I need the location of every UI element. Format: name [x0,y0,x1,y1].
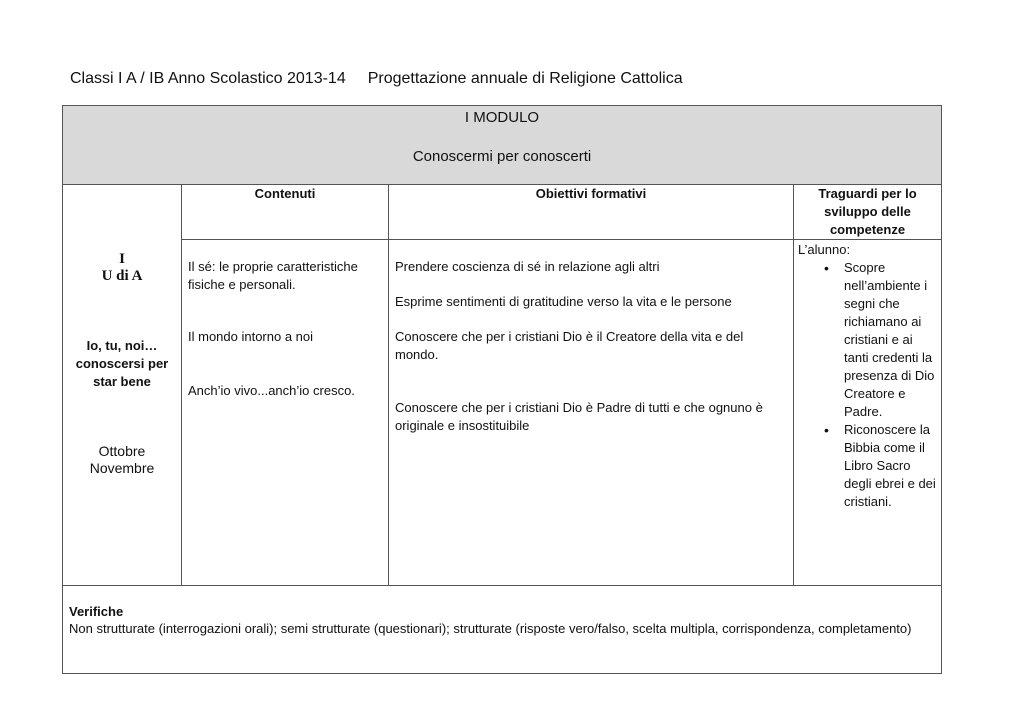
contenuti-cell [182,240,389,586]
unit-name: U di A [101,268,143,284]
contenuto-item: Il sé: le proprie caratteristiche fisiche e personali. [188,259,358,292]
traguardi-list [798,259,937,511]
obiettivo-item: Conoscere che per i cristiani Dio è Padre di tutti e che ognuno è originale e insostituibile [395,400,763,433]
traguardo-item: • Riconoscere la Bibbia come il Libro Sacro degli ebrei e dei cristiani. [798,421,937,511]
header-title-left: Classi I A / IB Anno Scolastico 2013-14 [70,70,346,87]
verifiche-cell [63,586,942,674]
column-header-contenuti: Contenuti [182,185,389,240]
traguardo-item: • Scopre nell’ambiente i segni che richiamano ai cristiani e ai tanti credenti la presenza di Dio Creatore e Padre. [798,259,937,421]
traguardi-cell [794,240,942,586]
header-title-right: Progettazione annuale di Religione Cattolica [367,70,683,87]
verifiche-text: Non strutturate (interrogazioni orali); semi strutturate (questionari); strutturate (risposte vero/falso, scelta multipla, corrispondenza, completamento) [69,621,912,636]
unit-period [63,443,181,477]
module-label: I MODULO [464,109,540,126]
period-november: Novembre [89,460,155,476]
page-header [70,70,683,88]
module-header-cell [63,106,942,185]
obiettivo-item: Esprime sentimenti di gratitudine verso la vita e le persone [395,294,732,309]
contenuto-item: Il mondo intorno a noi [188,329,314,344]
column-header-traguardi: Traguardi per lo sviluppo delle competenze [794,185,942,240]
obiettivo-item: Prendere coscienza di sé in relazione agli altri [395,259,660,274]
traguardi-intro: L’alunno: [798,242,851,257]
unit-theme: Io, tu, noi… conoscersi per star bene [75,338,169,389]
period-october: Ottobre [98,443,146,459]
contenuto-item: Anch’io vivo...anch’io cresco. [188,383,355,398]
unit-roman: I [119,251,125,267]
obiettivi-cell [389,240,794,586]
verifiche-title: Verifiche [69,604,124,619]
module-table [62,105,942,674]
module-name: Conoscermi per conoscerti [412,148,592,165]
obiettivo-item: Conoscere che per i cristiani Dio è il Creatore della vita e del mondo. [395,329,744,362]
unit-cell [63,185,182,586]
column-header-obiettivi: Obiettivi formativi [389,185,794,240]
